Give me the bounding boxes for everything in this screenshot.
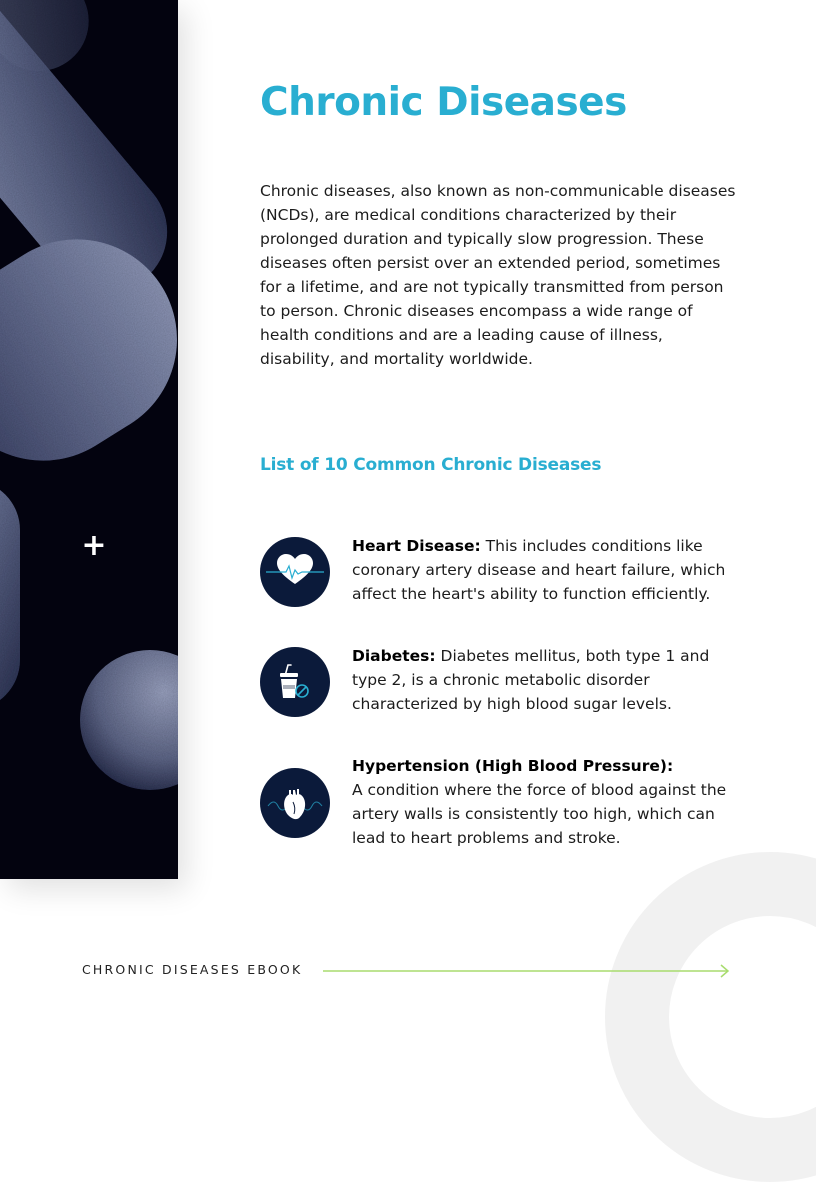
disease-text bbox=[352, 644, 747, 716]
disease-name: Hypertension (High Blood Pressure): bbox=[352, 757, 674, 775]
intro-paragraph: Chronic diseases, also known as non-communicable diseases (NCDs), are medical conditions characterized by their prolonged duration and typically slow progression. These diseases often persist over an extended period, sometimes for a lifetime, and are not typically transmitted from person to person. Chronic diseases encompass a wide range of health conditions and are a leading cause of illness, disability, and mortality worldwide. bbox=[260, 182, 736, 368]
page-title: Chronic Diseases bbox=[260, 80, 627, 125]
heart-pulse-icon bbox=[260, 537, 330, 607]
arrow-right-icon bbox=[323, 962, 733, 982]
disease-description: This includes conditions like coronary artery disease and heart failure, which affect the heart's ability to function efficiently. bbox=[352, 537, 726, 603]
disease-text bbox=[352, 534, 747, 606]
bacteria-image bbox=[0, 0, 178, 879]
disease-description: Diabetes mellitus, both type 1 and type 2, is a chronic metabolic disorder characterized by high blood sugar levels. bbox=[352, 647, 710, 713]
no-sugar-drink-icon bbox=[260, 647, 330, 717]
disease-description: A condition where the force of blood against the artery walls is consistently too high, which can lead to heart problems and stroke. bbox=[352, 781, 727, 847]
hero-image bbox=[0, 0, 178, 879]
disease-name: Heart Disease: bbox=[352, 537, 481, 555]
anatomical-heart-icon bbox=[260, 768, 330, 838]
disease-name: Diabetes: bbox=[352, 647, 436, 665]
footer-label: CHRONIC DISEASES EBOOK bbox=[82, 962, 303, 977]
disease-text bbox=[352, 754, 747, 850]
decorative-ring bbox=[605, 852, 816, 1182]
list-title: List of 10 Common Chronic Diseases bbox=[260, 455, 602, 475]
plus-icon: + bbox=[81, 528, 107, 563]
